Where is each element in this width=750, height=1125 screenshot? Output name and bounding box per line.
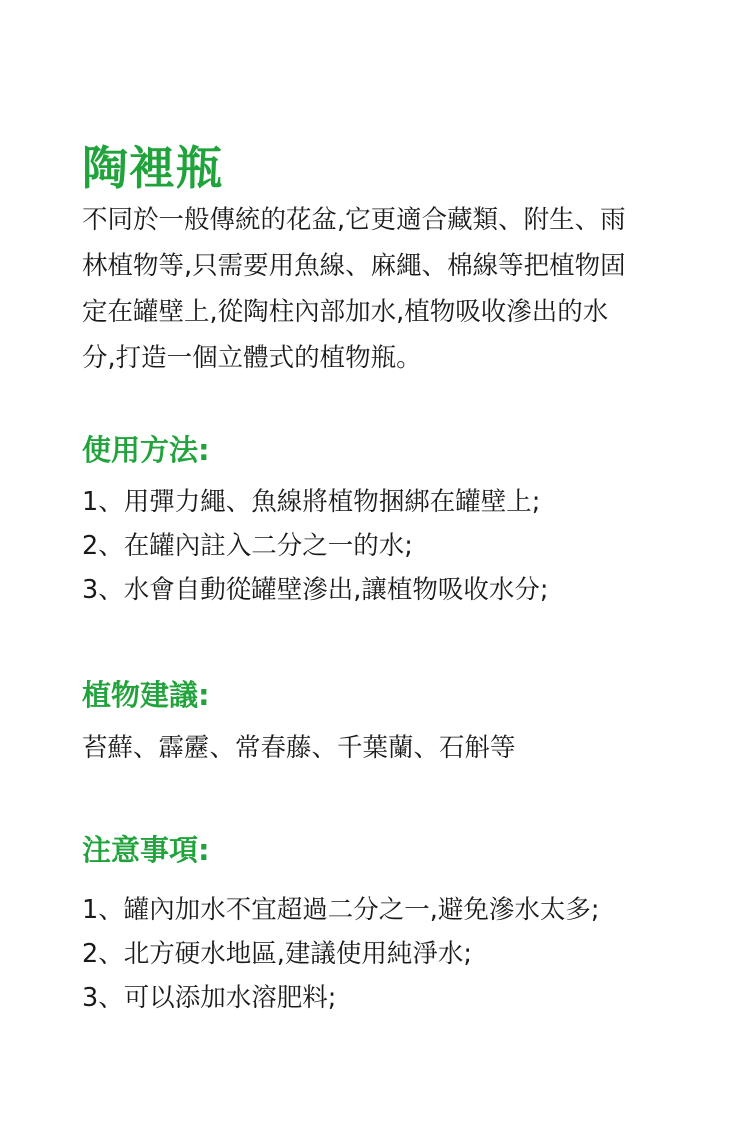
- notes-heading: 注意事項:: [82, 833, 210, 867]
- intro-line: 不同於一般傳統的花盆,它更適合藏類、附生、雨: [82, 205, 626, 235]
- usage-heading: 使用方法:: [82, 433, 210, 467]
- plants-suggestion: 苔蘚、霹靂、常春藤、千葉蘭、石斛等: [82, 733, 516, 763]
- list-item: 1、用彈力繩、魚線將植物捆綁在罐壁上;: [82, 487, 541, 517]
- list-item: 2、在罐內註入二分之一的水;: [82, 531, 413, 561]
- list-item: 3、可以添加水溶肥料;: [82, 983, 337, 1013]
- intro-line: 林植物等,只需要用魚線、麻繩、棉線等把植物固: [82, 251, 626, 281]
- notes-list: [82, 888, 599, 1020]
- list-item: 2、北方硬水地區,建議使用純淨水;: [82, 939, 472, 969]
- usage-list: [82, 480, 548, 612]
- list-item: 1、罐內加水不宜超過二分之一,避免滲水太多;: [82, 895, 600, 925]
- intro-line: 分,打造一個立體式的植物瓶。: [82, 343, 422, 373]
- plants-heading: 植物建議:: [82, 678, 210, 712]
- page-title: 陶裡瓶: [82, 140, 223, 195]
- intro-paragraph: [82, 197, 697, 381]
- list-item: 3、水會自動從罐壁滲出,讓植物吸收水分;: [82, 575, 549, 605]
- intro-line: 定在罐壁上,從陶柱內部加水,植物吸收滲出的水: [82, 297, 609, 327]
